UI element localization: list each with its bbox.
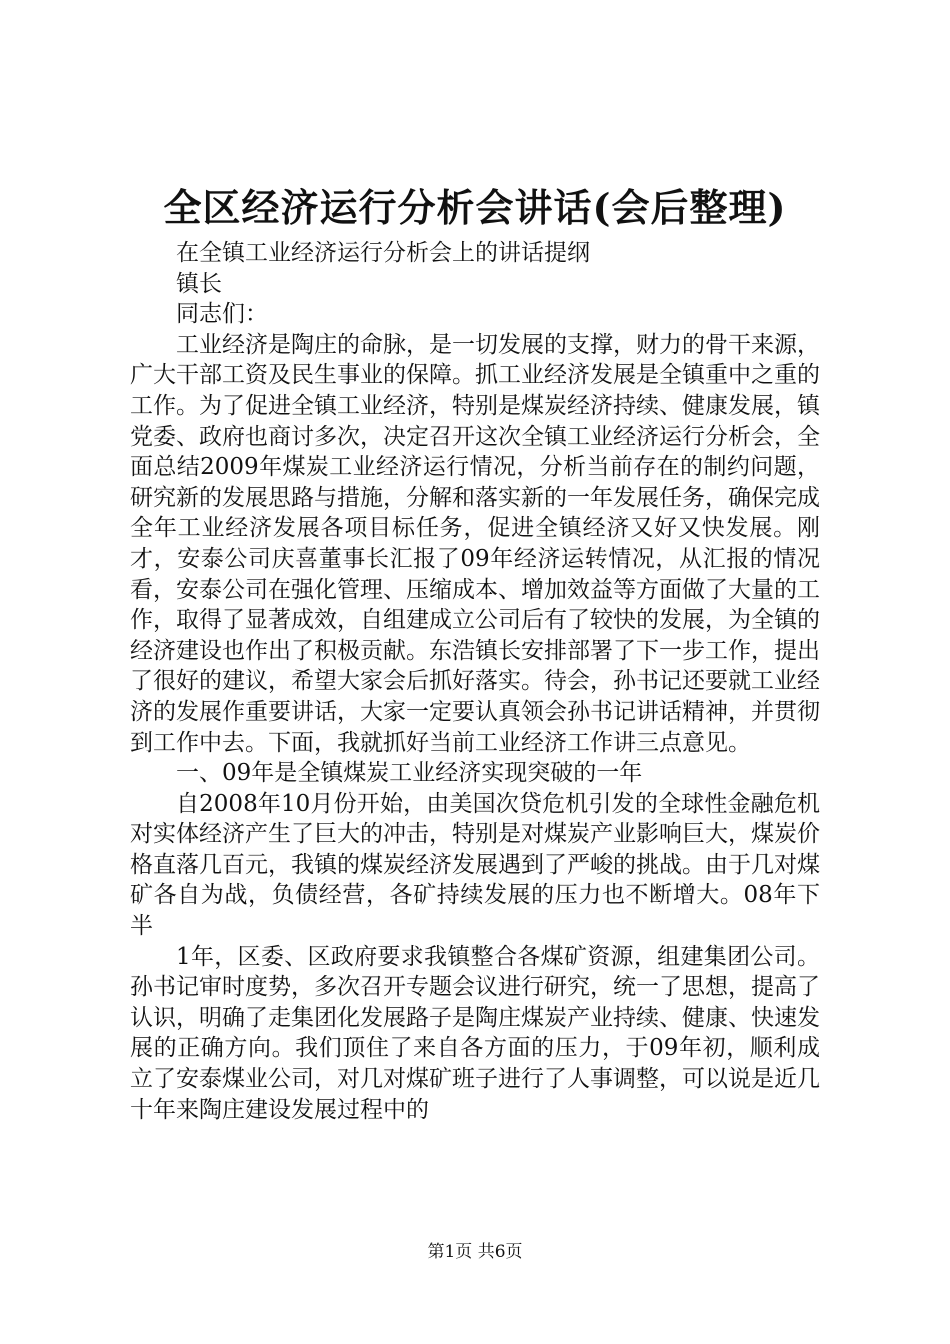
document-body (130, 238, 820, 1125)
document-subtitle: 在全镇工业经济运行分析会上的讲话提纲 (176, 240, 590, 266)
paragraph-consolidation: 1年，区委、区政府要求我镇整合各煤矿资源，组建集团公司。孙书记审时度势，多次召开专题会议进行研究，统一了思想，提高了认识，明确了走集团化发展路子是陶庄煤炭产业持续、健康、快速发展的正确方向。我们顶住了来自各方面的压力，于09年初，顺利成立了安泰煤业公司，对几对煤矿班子进行了人事调整，可以说是近几十年来陶庄建设发展过程中的 (130, 943, 820, 1123)
page-footer: 第1页 共6页 (427, 1242, 523, 1262)
document-title: 全区经济运行分析会讲话(会后整理) (163, 185, 787, 230)
salutation: 同志们： (176, 301, 268, 328)
speaker-line: 镇长 (176, 270, 222, 297)
section-heading-1: 一、09年是全镇煤炭工业经济实现突破的一年 (176, 760, 643, 787)
paragraph-intro: 工业经济是陶庄的命脉，是一切发展的支撑，财力的骨干来源，广大干部工资及民生事业的保障。抓工业经济发展是全镇重中之重的工作。为了促进全镇工业经济，特别是煤炭经济持续、健康发展，镇党委、政府也商讨多次，决定召开这次全镇工业经济运行分析会，全面总结2009年煤炭工业经济运行情况，分析当前存在的制约问题，研究新的发展思路与措施，分解和落实新的一年发展任务，确保完成全年工业经济发展各项目标任务，促进全镇经济又好又快发展。刚才，安泰公司庆喜董事长汇报了09年经济运转情况，从汇报的情况看，安泰公司在强化管理、压缩成本、增加效益等方面做了大量的工作，取得了显著成效，自组建成立公司后有了较快的发展，为全镇的经济建设也作出了积极贡献。东浩镇长安排部署了下一步工作，提出了很好的建议，希望大家会后抓好落实。待会，孙书记还要就工业经济的发展作重要讲话，大家一定要认真领会孙书记讲话精神，并贯彻到工作中去。下面，我就抓好当前工业经济工作讲三点意见。 (130, 331, 820, 756)
paragraph-crisis: 自2008年10月份开始，由美国次贷危机引发的全球性金融危机对实体经济产生了巨大的冲击，特别是对煤炭产业影响巨大，煤炭价格直落几百元，我镇的煤炭经济发展遇到了严峻的挑战。由于几对煤矿各自为战，负债经营，各矿持续发展的压力也不断增大。08年下半 (130, 790, 820, 940)
